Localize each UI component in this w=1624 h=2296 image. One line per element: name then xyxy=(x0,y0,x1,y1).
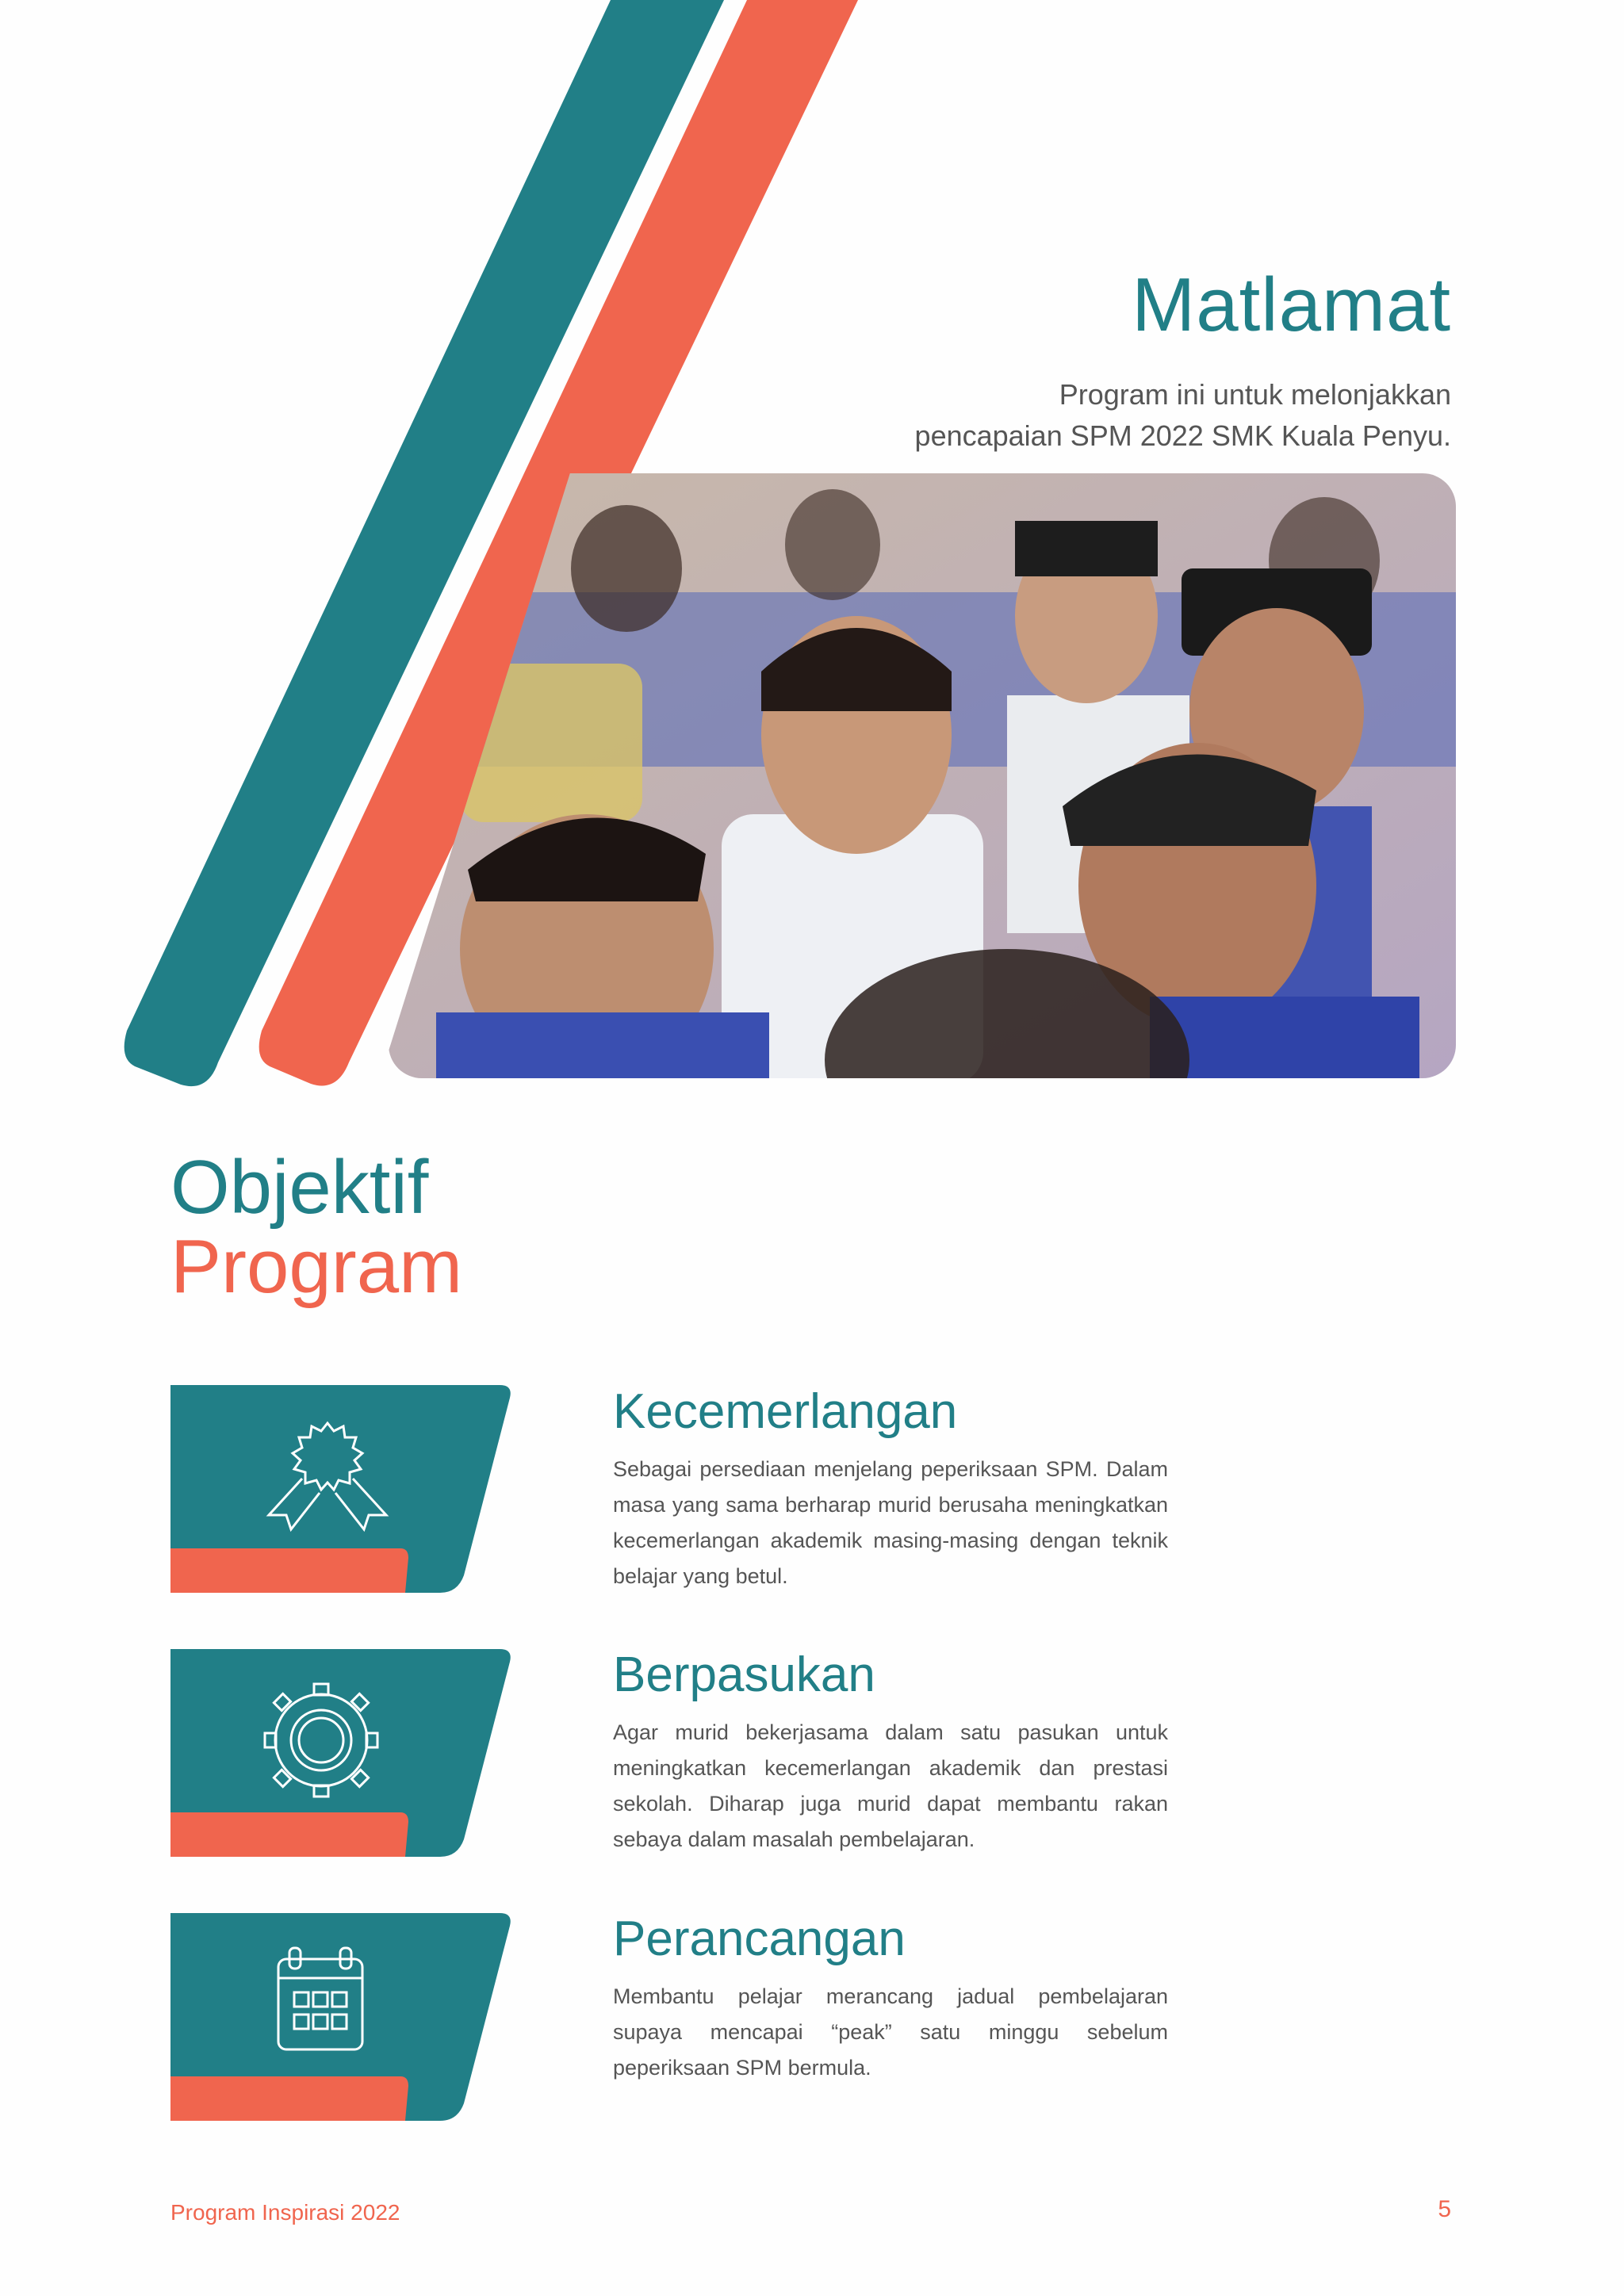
matlamat-description xyxy=(848,374,1451,457)
objective-card-perancangan xyxy=(170,1913,513,2121)
objektif-heading-line-1: Objektif xyxy=(170,1145,429,1230)
footer-program-name: Program Inspirasi 2022 xyxy=(170,2200,400,2225)
objective-title: Perancangan xyxy=(613,1911,906,1966)
objective-title: Berpasukan xyxy=(613,1647,875,1702)
objective-text: Sebagai persediaan menjelang peperiksaan SPM. Dalam masa yang sama berharap murid berusaha meningkatkan kecemerlangan akademik masing-masing dengan teknik belajar yang betul. xyxy=(613,1457,1168,1588)
page-number: 5 xyxy=(1438,2196,1451,2222)
objektif-heading-line-2: Program xyxy=(170,1224,463,1309)
objective-card-kecemerlangan xyxy=(170,1385,513,1593)
objective-berpasukan xyxy=(613,1647,1168,1858)
objective-text: Agar murid bekerjasama dalam satu pasukan untuk meningkatkan kecemerlangan akademik dan prestasi sekolah. Diharap juga murid dapat membantu rakan sebaya dalam masalah pembelajaran. xyxy=(613,1720,1168,1851)
matlamat-line-2: pencapaian SPM 2022 SMK Kuala Penyu. xyxy=(914,419,1451,452)
objective-card-berpasukan xyxy=(170,1649,513,1857)
matlamat-line-1: Program ini untuk melonjakkan xyxy=(1059,378,1451,411)
objective-title: Kecemerlangan xyxy=(613,1384,958,1439)
students-photo xyxy=(389,473,1456,1078)
objective-perancangan xyxy=(613,1911,1168,2086)
matlamat-title: Matlamat xyxy=(1132,262,1451,347)
objektif-heading xyxy=(170,1145,463,1309)
objective-text: Membantu pelajar merancang jadual pembelajaran supaya mencapai “peak” satu minggu sebelum peperiksaan SPM bermula. xyxy=(613,1984,1168,2080)
objective-kecemerlangan xyxy=(613,1383,1168,1594)
